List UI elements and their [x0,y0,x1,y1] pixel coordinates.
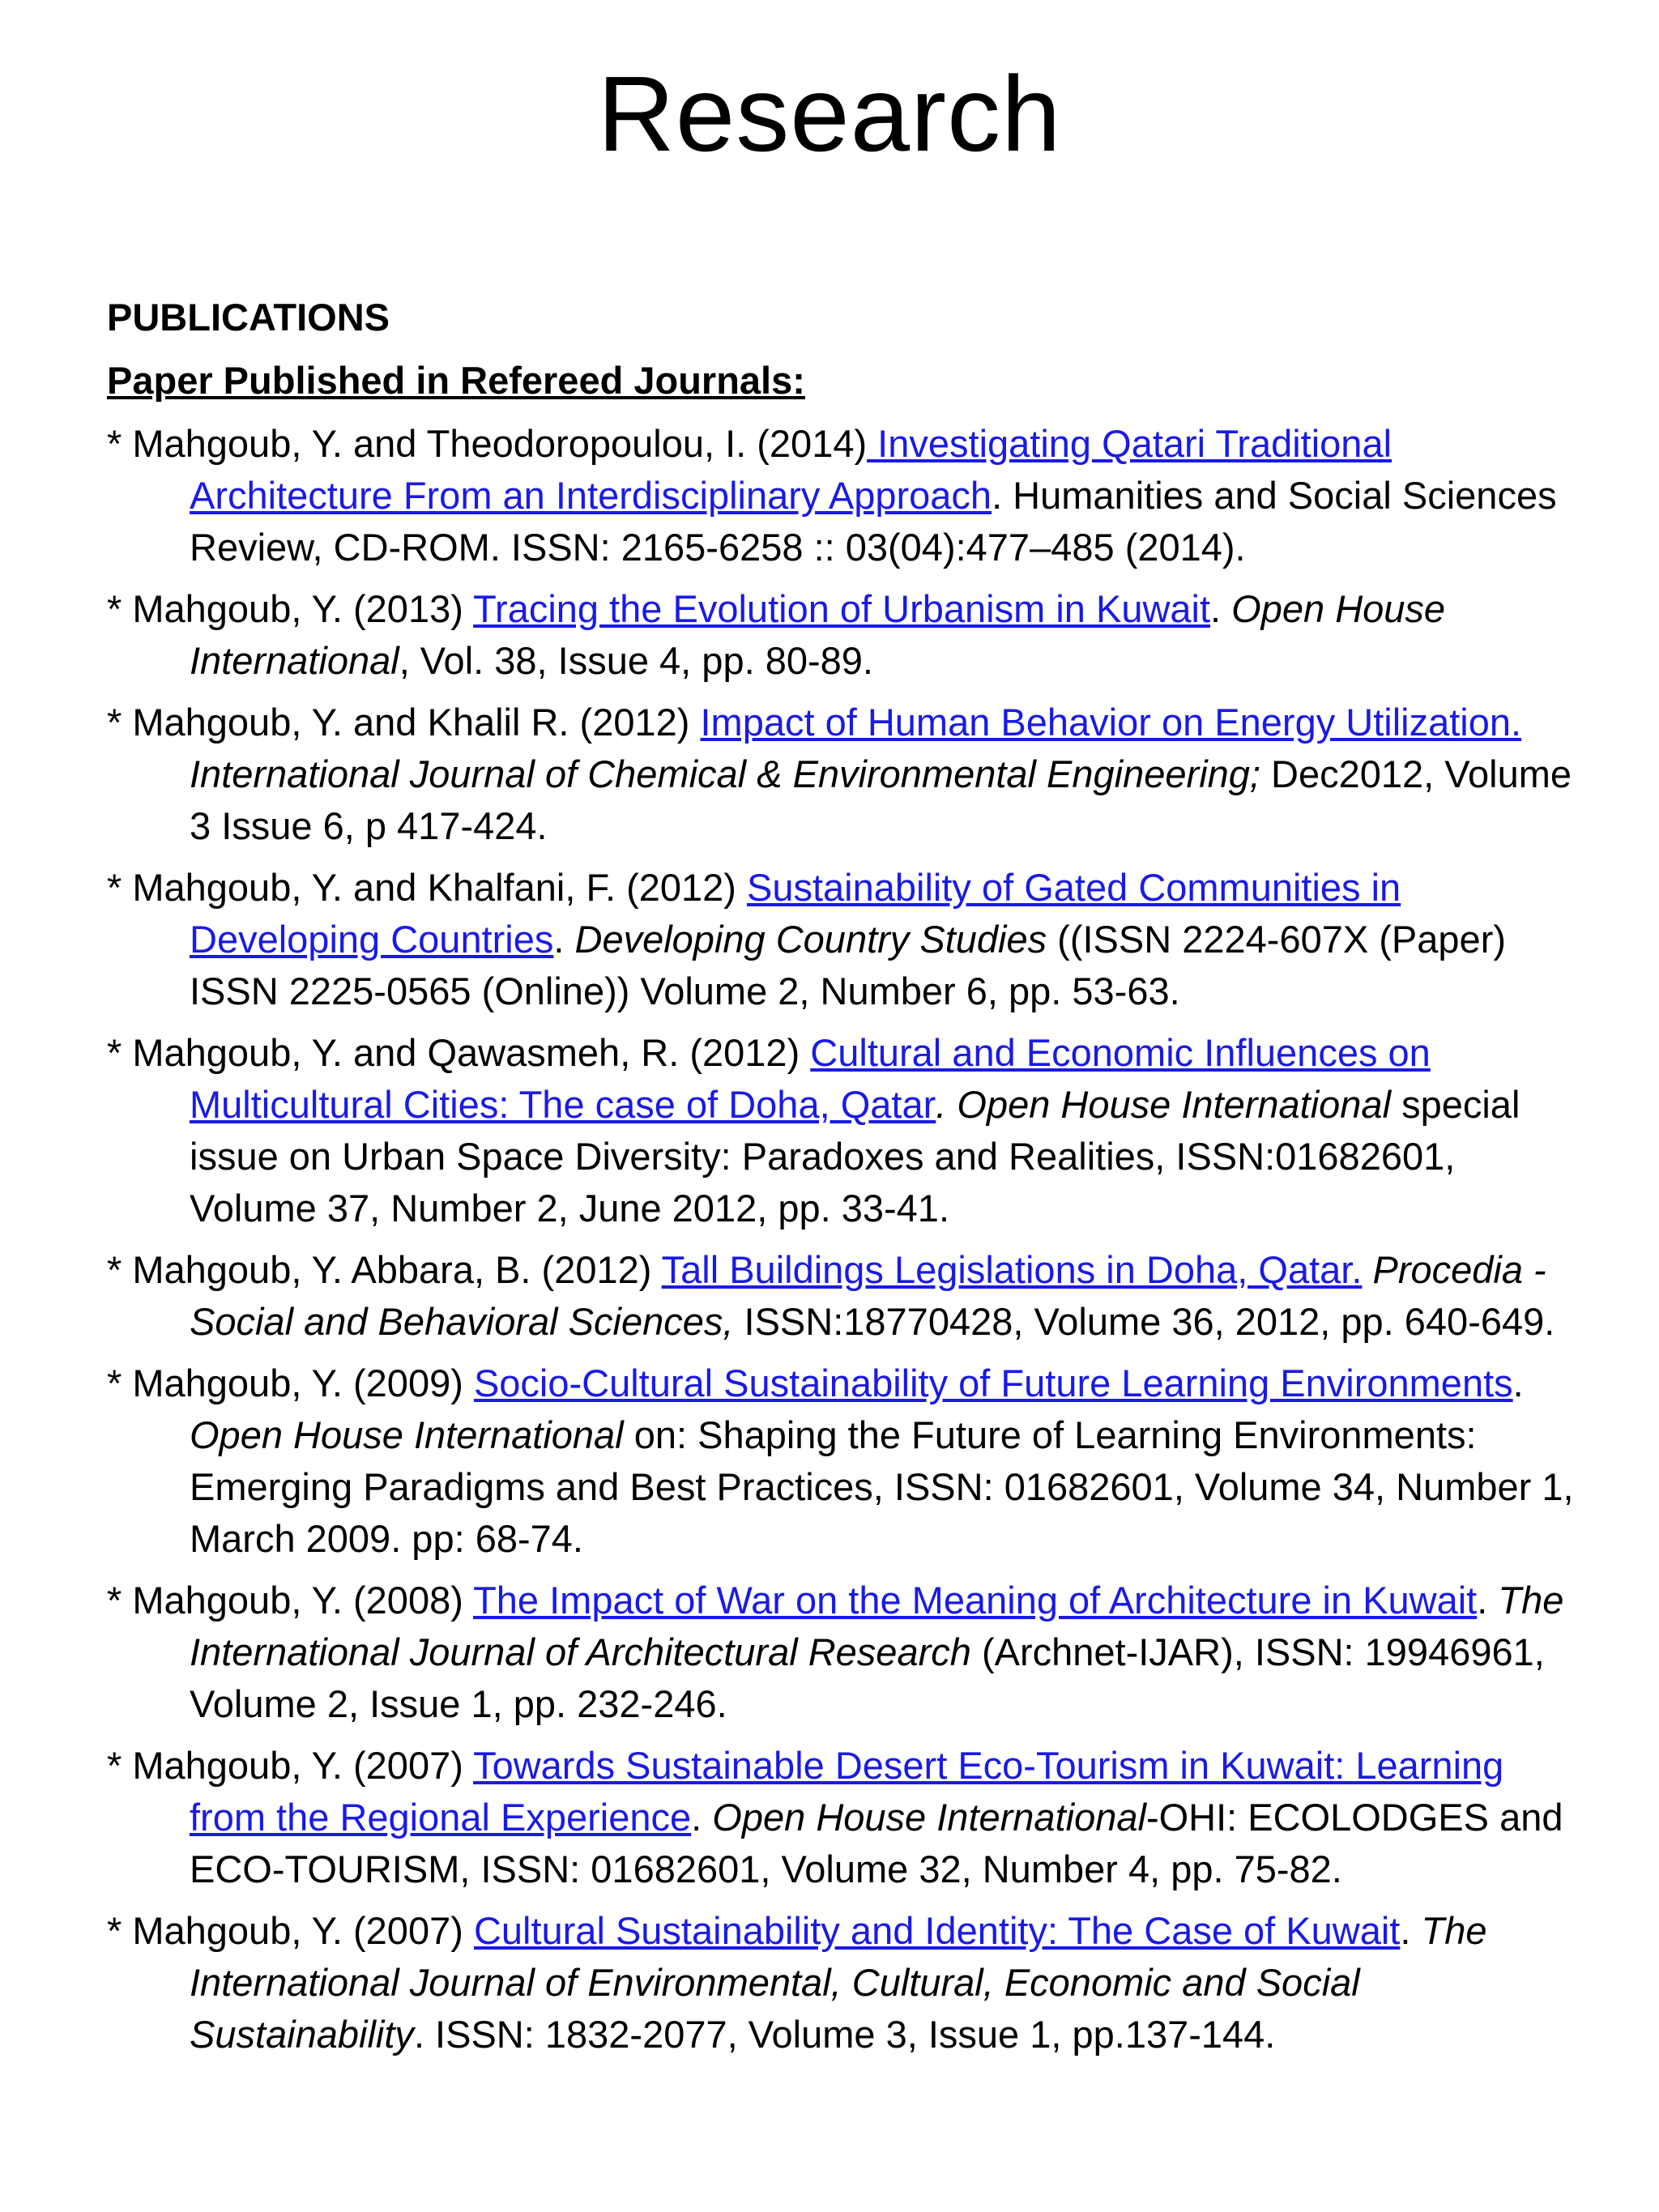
publication-link[interactable]: Sustainability of Gated Communities in Developing Countries [190,866,1401,961]
publication-authors: * Mahgoub, Y. (2007) [107,1744,474,1787]
publications-content [107,292,1581,2070]
publication-link[interactable]: Impact of Human Behavior on Energy Utilization. [700,701,1522,744]
publication-item [107,1027,1581,1234]
section-heading: PUBLICATIONS [107,296,390,339]
publication-journal: Open House International [190,587,1446,682]
publication-item [107,697,1581,852]
publication-item [107,1740,1581,1895]
publication-authors: * Mahgoub, Y. Abbara, B. (2012) [107,1248,662,1291]
publication-details: -OHI: ECOLODGES and ECO-TOURISM, ISSN: 01682601, Volume 32, Number 4, pp. 75-82. [190,1796,1563,1890]
publication-text: . Humanities and Social Sciences Review, CD-ROM. ISSN: 2165-6258 :: 03(04):477–485 (2014). [190,474,1557,569]
publication-link[interactable]: Cultural Sustainability and Identity: The Case of Kuwait [473,1909,1401,1952]
publication-item [107,418,1581,573]
publication-authors: * Mahgoub, Y. and Khalfani, F. (2012) [107,866,747,909]
publication-journal: Procedia - Social and Behavioral Sciences, [190,1248,1546,1343]
publication-details: , Vol. 38, Issue 4, pp. 80-89. [399,639,873,682]
publication-journal: Developing Country Studies [574,918,1047,961]
publication-details: (Archnet-IJAR), ISSN: 19946961, Volume 2, Issue 1, pp. 232-246. [190,1630,1545,1725]
publication-item [107,1575,1581,1730]
publication-link[interactable]: Tracing the Evolution of Urbanism in Kuwait [473,587,1211,630]
publication-details: Dec2012, Volume 3 Issue 6, p 417-424. [190,752,1572,847]
publication-authors: * Mahgoub, Y. (2008) [107,1579,474,1622]
publication-link[interactable]: Tall Buildings Legislations in Doha, Qatar. [661,1248,1363,1291]
publication-text: . [691,1796,713,1839]
publication-authors: * Mahgoub, Y. (2007) [107,1909,474,1952]
publication-link[interactable]: Cultural and Economic Influences on Multicultural Cities: The case of Doha, Qatar [190,1031,1431,1126]
publication-authors: * Mahgoub, Y. (2009) [107,1362,474,1404]
publication-journal: International Journal of Chemical & Environmental Engineering; [190,752,1260,795]
publication-text: . [1477,1579,1499,1622]
publication-text [1362,1248,1372,1291]
publication-journal: Open House International [712,1796,1146,1839]
publication-details: . ISSN: 1832-2077, Volume 3, Issue 1, pp.137-144. [413,2013,1276,2056]
publication-details: ((ISSN 2224-607X (Paper) ISSN 2225-0565 (Online)) Volume 2, Number 6, pp. 53-63. [190,918,1506,1012]
subheading: Paper Published in Refereed Journals: [107,359,805,402]
publication-journal: The International Journal of Architectural Research [190,1579,1564,1673]
publication-authors: * Mahgoub, Y. and Theodoropoulou, I. (2014) [107,422,868,465]
publication-journal: Open House International [190,1413,624,1456]
publication-details: on: Shaping the Future of Learning Environments: Emerging Paradigms and Best Practices, ISSN: 01682601, Volume 34, Number 1, March 2009. pp: 68-74. [190,1413,1574,1560]
publication-link[interactable]: Investigating Qatari Traditional Architecture From an Interdisciplinary Approach [190,422,1392,517]
publication-item [107,862,1581,1017]
publication-authors: * Mahgoub, Y. and Khalil R. (2012) [107,701,701,744]
publication-item [107,1357,1581,1565]
publication-text: . [553,918,575,961]
publication-details: ISSN:18770428, Volume 36, 2012, pp. 640-649. [733,1300,1555,1343]
publication-journal: The International Journal of Environmental, Cultural, Economic and Social Sustainability [190,1909,1487,2056]
publication-item [107,583,1581,687]
publication-item [107,1244,1581,1348]
publication-text: . [1400,1909,1422,1952]
publication-link[interactable]: Towards Sustainable Desert Eco-Tourism in Kuwait: Learning from the Regional Experience [190,1744,1504,1839]
publication-link[interactable]: The Impact of War on the Meaning of Architecture in Kuwait [473,1579,1478,1622]
page-title: Research [597,54,1062,173]
publication-item [107,1905,1581,2061]
publication-link[interactable]: Socio-Cultural Sustainability of Future Learning Environments [473,1362,1513,1404]
publication-details: special issue on Urban Space Diversity: Paradoxes and Realities, ISSN:01682601, Volume 37, Number 2, June 2012, pp. 33-41. [190,1083,1520,1230]
publication-text: . [1210,587,1232,630]
publication-text: . [1512,1362,1524,1404]
publication-authors: * Mahgoub, Y. and Qawasmeh, R. (2012) [107,1031,811,1074]
publication-journal: . Open House International [936,1083,1392,1126]
publication-authors: * Mahgoub, Y. (2013) [107,587,474,630]
